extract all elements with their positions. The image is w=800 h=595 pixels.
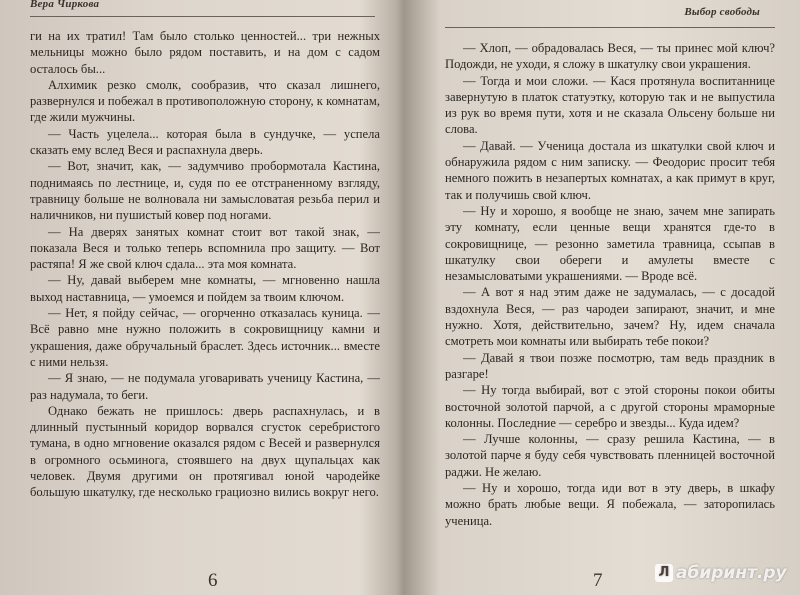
paragraph: — Ну тогда выбирай, вот с этой стороны покои обиты восточной золотой парчой, а с другой стороны мраморные колонны. Последние — серебро и звезды... Куда идем? (445, 383, 775, 430)
paragraph: — Ну и хорошо, я вообще не знаю, зачем мне запирать эту комнату, если ценные вещи хранятся где-то в сокровищнице, — резонно заметила травница, ссыпав в шкатулку свои обереги и амулеты вместе с незамысловатыми украшениями. — Вроде всё. (445, 203, 775, 284)
paragraph: — Давай. — Ученица достала из шкатулки свой ключ и обнаружила рядом с ним записку. — Феодорис просит тебя немного пожить в незапертых комнатах, а как примут в круг, так и получишь свой ключ. (445, 138, 775, 202)
page-number: 6 (208, 570, 218, 591)
right-page-body (445, 40, 775, 529)
paragraph: — Давай я твои позже посмотрю, там ведь праздник в разгаре! (445, 350, 775, 381)
header-rule (30, 16, 375, 17)
page-number: 7 (593, 570, 603, 591)
paragraph: Однако бежать не пришлось: дверь распахнулась, и в длинный пустынный коридор ворвался сгусток серебристого тумана, в одно мгновение оказался рядом с Весей и развернулся в огромного осьминога, стоявшего на двух щупальцах как человек. Двумя другими он протягивал юной чародейке большую шкатулку, где несколько грациозно вились вокруг него. (30, 403, 380, 500)
running-header-author: Вера Чиркова (30, 0, 100, 10)
paragraph: — Ну, давай выберем мне комнаты, — мгновенно нашла выход наставница, — умоемся и пойдем за твоим ключом. (30, 273, 380, 304)
paragraph: — Часть уцелела... которая была в сундучке, — успела сказать ему вслед Веся и распахнула дверь. (30, 126, 380, 158)
paragraph: — Нет, я пойду сейчас, — огорченно отказалась куница. — Всё равно мне нужно положить в сокровищницу камни и украшения, даже обручальный браслет. Здесь источник... вместе с ними нельзя. (30, 306, 380, 369)
paragraph: — Хлоп, — обрадовалась Веся, — ты принес мой ключ? Подожди, не уходи, я сложу в шкатулку свои украшения. (445, 41, 775, 72)
paragraph: — На дверях занятых комнат стоит вот такой знак, — показала Веся и только теперь вспомнила про защиту. — Вот растяпа! Я же свой ключ сдала... эта моя комната. (30, 224, 380, 272)
paragraph: Алхимик резко смолк, сообразив, что сказал лишнего, развернулся и побежал в противоположную сторону, к комнатам, где жили мужчины. (30, 77, 380, 125)
paragraph: — Я знаю, — не подумала уговаривать ученицу Кастина, — раз надумала, то беги. (30, 371, 380, 402)
paragraph: — Тогда и мои сложи. — Кася протянула воспитаннице завернутую в платок статуэтку, которую так и не выпустила из рук во время пути, хотя и не сказала Ольсену больше ни слова. (445, 73, 775, 137)
paragraph: — Ну и хорошо, тогда иди вот в эту дверь, в шкафу можно брать любые вещи. Я побежала, — заторопилась ученица. (445, 481, 775, 528)
watermark-text: абиринт.ру (676, 563, 787, 583)
header-rule (445, 27, 775, 28)
labirint-watermark (655, 563, 787, 583)
running-header-title: Выбор свободы (684, 6, 760, 18)
paragraph: ги на их тратил! Там было столько ценностей... три нежных мельницы можно было рядом поставить, и на дом с садом осталось бы... (30, 29, 380, 76)
paragraph: — Вот, значит, как, — задумчиво пробормотала Кастина, поднимаясь по лестнице, и, судя по ее отстраненному взгляду, травницу больше не волновала ни замысловатая резьба перил и наличников, ни пушистый ковер под ногами. (30, 159, 380, 223)
paragraph: — Лучше колонны, — сразу решила Кастина, — в золотой парче я буду себя чувствовать пленницей восточной раджи. Не желаю. (445, 432, 775, 479)
labirint-logo-icon: Л (655, 564, 673, 582)
left-page-body (30, 28, 380, 501)
right-page (405, 0, 800, 595)
paragraph: — А вот я над этим даже не задумалась, — с досадой вздохнула Веся, — раз чародеи запирают, значит, и мне нужно. Хотя, действительно, зачем? Ну, идем сначала смотреть мои комнаты или выбирать тебе покои? (445, 285, 775, 349)
